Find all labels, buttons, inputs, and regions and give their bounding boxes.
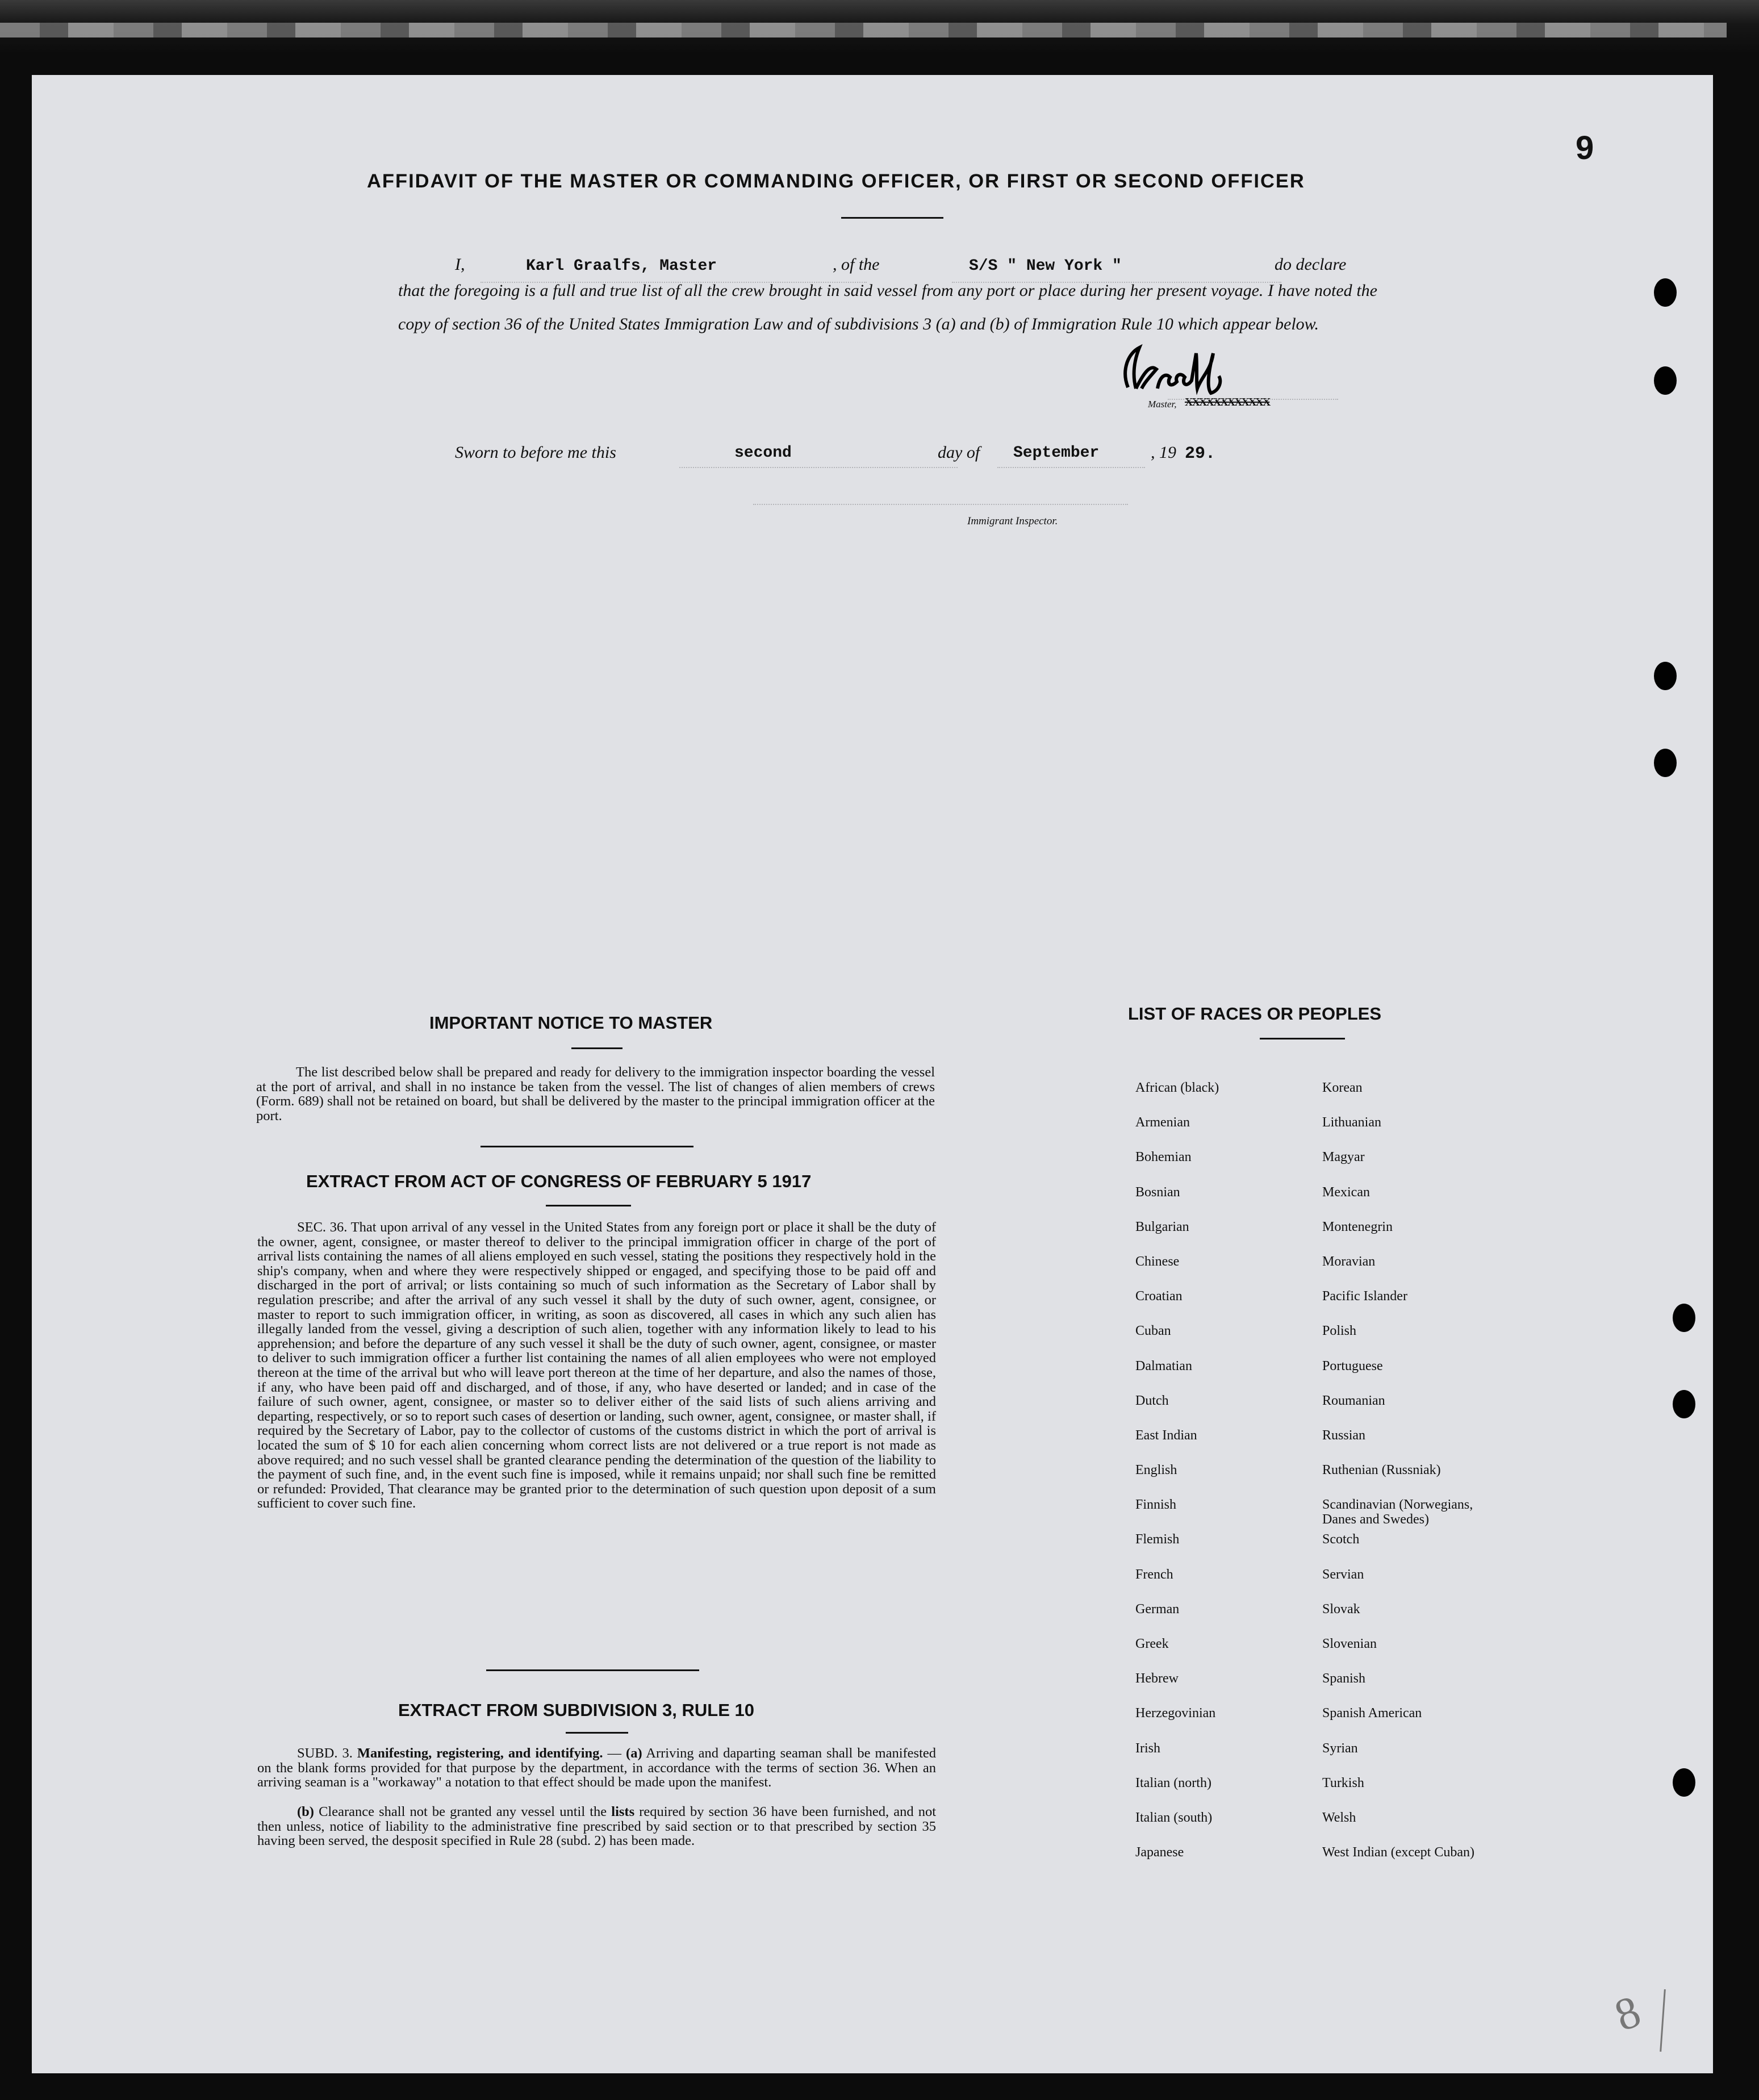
- race-item: Montenegrin: [1322, 1219, 1393, 1234]
- rule-para-a-dash: —: [603, 1746, 626, 1761]
- act-end-rule: [486, 1669, 699, 1671]
- notice-body: The list described below shall be prepared and ready for delivery to the immigration inspector boarding the vessel at the port of arrival, and shall in no instance be taken from the vessel. The list of changes of alien members of crews (Form. 689) shall not be retained on board, but shall be delivered by the master to the principal immigration officer at the port.: [256, 1064, 935, 1124]
- race-item: Finnish: [1135, 1497, 1177, 1513]
- sworn-day-of: day of: [938, 443, 980, 462]
- rule-title: EXTRACT FROM SUBDIVISION 3, RULE 10: [398, 1700, 754, 1720]
- rule-para-b-text2: required by section 36 have been furnished, and not then unless, notice of liability to the administrative fine prescribed by said section or to that prescribed by section 35 having been served, the desposit specified in Rule 28 (subd. 2) has been made.: [257, 1804, 936, 1849]
- signature-struck-title: XXXXXXXXXXXX: [1185, 396, 1270, 408]
- binder-hole: [1673, 1304, 1695, 1332]
- race-item: Magyar: [1322, 1150, 1365, 1165]
- race-item: Flemish: [1135, 1532, 1180, 1547]
- rule-para-a-body: Arriving and daparting seaman shall be manifested on the blank forms provided for that purpose by the department, in accordance with the terms of section 36. When an arriving seaman is a "workaway" a notation to that effect should be made upon the manifest.: [257, 1746, 936, 1790]
- race-item: Mexican: [1322, 1184, 1370, 1200]
- race-item: Russian: [1322, 1427, 1366, 1443]
- race-item: Herzegovinian: [1135, 1706, 1216, 1721]
- race-item: Roumanian: [1322, 1393, 1385, 1408]
- race-item: East Indian: [1135, 1427, 1197, 1443]
- affidavit-title: AFFIDAVIT OF THE MASTER OR COMMANDING OFFICER, OR FIRST OR SECOND OFFICER: [367, 170, 1305, 192]
- margin-pencil-mark: 8: [1608, 1986, 1647, 2041]
- rule-para-a-label: (a): [626, 1746, 642, 1761]
- signature-caption: Master,: [1148, 399, 1177, 410]
- margin-pencil-stroke: [1660, 1989, 1666, 2052]
- signature-graalfs: [1111, 336, 1247, 402]
- act-title: EXTRACT FROM ACT OF CONGRESS OF FEBRUARY 5 1917: [306, 1171, 812, 1191]
- race-item: Portuguese: [1322, 1358, 1383, 1373]
- race-item: Dalmatian: [1135, 1358, 1192, 1373]
- rule-para-b-text1: Clearance shall not be granted any vessel until the: [314, 1804, 612, 1819]
- race-item: Irish: [1135, 1740, 1160, 1756]
- race-item: Japanese: [1135, 1845, 1184, 1860]
- race-item: Armenian: [1135, 1115, 1190, 1130]
- races-title: LIST OF RACES OR PEOPLES: [1128, 1004, 1382, 1024]
- race-item: Italian (north): [1135, 1775, 1211, 1790]
- binder-hole: [1673, 1390, 1695, 1418]
- race-item: Turkish: [1322, 1775, 1364, 1790]
- rule-para-a-prefix: SUBD. 3.: [297, 1746, 353, 1761]
- race-item: Bosnian: [1135, 1184, 1180, 1200]
- act-title-rule: [546, 1205, 631, 1206]
- sworn-year: 29.: [1185, 444, 1216, 464]
- notice-title-rule: [571, 1047, 622, 1049]
- race-item: Welsh: [1322, 1810, 1356, 1825]
- races-title-rule: [1260, 1038, 1345, 1039]
- binder-hole: [1654, 662, 1677, 690]
- notice-end-rule: [481, 1146, 693, 1147]
- race-item: Polish: [1322, 1324, 1357, 1339]
- race-item: Bohemian: [1135, 1150, 1192, 1165]
- rule-para-b-label: (b): [297, 1804, 314, 1819]
- race-item: Spanish American: [1322, 1706, 1422, 1721]
- inspector-label: Immigrant Inspector.: [967, 515, 1058, 527]
- race-item: Chinese: [1135, 1254, 1180, 1269]
- vessel-name: S/S " New York ": [969, 257, 1122, 275]
- race-item: Spanish: [1322, 1671, 1366, 1686]
- race-item: Cuban: [1135, 1324, 1171, 1339]
- race-item: Scandinavian (Norwegians, Danes and Swedes): [1322, 1497, 1473, 1527]
- affidavit-title-rule: [841, 217, 943, 219]
- affidavit-body: that the foregoing is a full and true list of all the crew brought in said vessel from any port or place during her present voyage. I have noted the copy of section 36 of the United States Immigration Law and of subdivisions 3 (a) and (b) of Immigration Rule 10 which appear below.: [398, 281, 1377, 333]
- binder-hole: [1673, 1768, 1695, 1797]
- race-item: Slovak: [1322, 1601, 1360, 1617]
- rule-para-a-heading: Manifesting, registering, and identifying.: [357, 1746, 603, 1761]
- race-item: Korean: [1322, 1080, 1363, 1095]
- affidavit-word-of-the: , of the: [833, 255, 880, 274]
- page-number: 9: [1576, 130, 1594, 166]
- race-item: Scotch: [1322, 1532, 1360, 1547]
- sworn-prefix: Sworn to before me this: [455, 443, 616, 462]
- race-item: Slovenian: [1322, 1636, 1377, 1651]
- race-item: African (black): [1135, 1080, 1219, 1095]
- race-item: Syrian: [1322, 1740, 1358, 1756]
- binder-hole: [1654, 366, 1677, 395]
- race-item: Dutch: [1135, 1393, 1169, 1408]
- race-item: Lithuanian: [1322, 1115, 1381, 1130]
- film-top-edge: [0, 0, 1759, 54]
- race-item: French: [1135, 1567, 1173, 1582]
- race-item: Hebrew: [1135, 1671, 1179, 1686]
- race-item: English: [1135, 1463, 1177, 1478]
- binder-hole: [1654, 278, 1677, 307]
- race-item: Croatian: [1135, 1289, 1183, 1304]
- rule-para-b: [257, 1805, 936, 1848]
- affidavit-word-i: I,: [455, 255, 465, 274]
- binder-hole: [1654, 749, 1677, 777]
- declarant-name: Karl Graalfs, Master: [526, 257, 717, 275]
- document-page: [32, 75, 1713, 2073]
- races-right-column: [1322, 1080, 1549, 1880]
- races-left-column: [1135, 1080, 1323, 1880]
- race-item: Italian (south): [1135, 1810, 1213, 1825]
- race-item: Ruthenian (Russniak): [1322, 1463, 1441, 1478]
- rule-para-b-bold: lists: [611, 1804, 635, 1819]
- act-body: SEC. 36. That upon arrival of any vessel in the United States from any foreign port or place it shall be the duty of the owner, agent, consignee, or master thereof to deliver to the principal immigration officer in charge of the port of arrival lists containing the names of all aliens employed en such vessel, stating the positions they respectively hold in the ship's company, when and where they were respectively shipped or engaged, and specifying those to be paid off and discharged in the port of arrival; or lists containing so much of such information as the Secretary of Labor shall by regulation prescribe; and after the arrival of any such vessel it shall by the duty of such owner, agent, consignee, or master to report to such immigration officer, in writing, as soon as discovered, all cases in which any such alien has illegally landed from the vessel, giving a description of such alien, together with any information likely to lead to his apprehension; and before the departure of any such vessel it shall be the duty of such owner, agent, consignee, or master to deliver to such immigration officer a further list containing the names of all alien employees who were not employed thereon at the time of the arrival but who will leave port thereon at the time of her departure, and also the names of those, if any, who have been paid off and discharged, and of those, if any, who have deserted or landed; and in case of the failure of such owner, agent, consignee, or master so to deliver either of the said lists of such aliens arriving and departing, respectively, or so to report such cases of desertion or landing, such owner, agent, consignee, or master shall, if required by the Secretary of Labor, pay to the collector of customs of the customs district in which the port of arrival is located the sum of $ 10 for each alien concerning whom correct lists are not delivered or a true report is not made as above required; and no such vessel shall be granted clearance pending the determination of the question of the liability to the payment of such fine, and, in the event such fine is imposed, while it remains unpaid; nor shall such fine be remitted or refunded: Provided, That clearance may be granted prior to the determination of such question upon deposit of a sum sufficient to cover such fine.: [257, 1220, 936, 1512]
- affidavit-word-do-declare: do declare: [1275, 255, 1347, 274]
- sworn-day: second: [734, 444, 792, 462]
- rule-para-a: [257, 1746, 936, 1790]
- race-item: Pacific Islander: [1322, 1289, 1407, 1304]
- sworn-month: September: [1013, 444, 1100, 462]
- race-item: Servian: [1322, 1567, 1364, 1582]
- race-item: West Indian (except Cuban): [1322, 1845, 1474, 1860]
- rule-title-rule: [566, 1732, 628, 1734]
- race-item: Moravian: [1322, 1254, 1376, 1269]
- notice-title: IMPORTANT NOTICE TO MASTER: [429, 1013, 713, 1033]
- race-item: Bulgarian: [1135, 1219, 1189, 1234]
- race-item: German: [1135, 1601, 1180, 1617]
- race-item: Greek: [1135, 1636, 1169, 1651]
- sworn-year-prefix: , 19: [1151, 443, 1176, 462]
